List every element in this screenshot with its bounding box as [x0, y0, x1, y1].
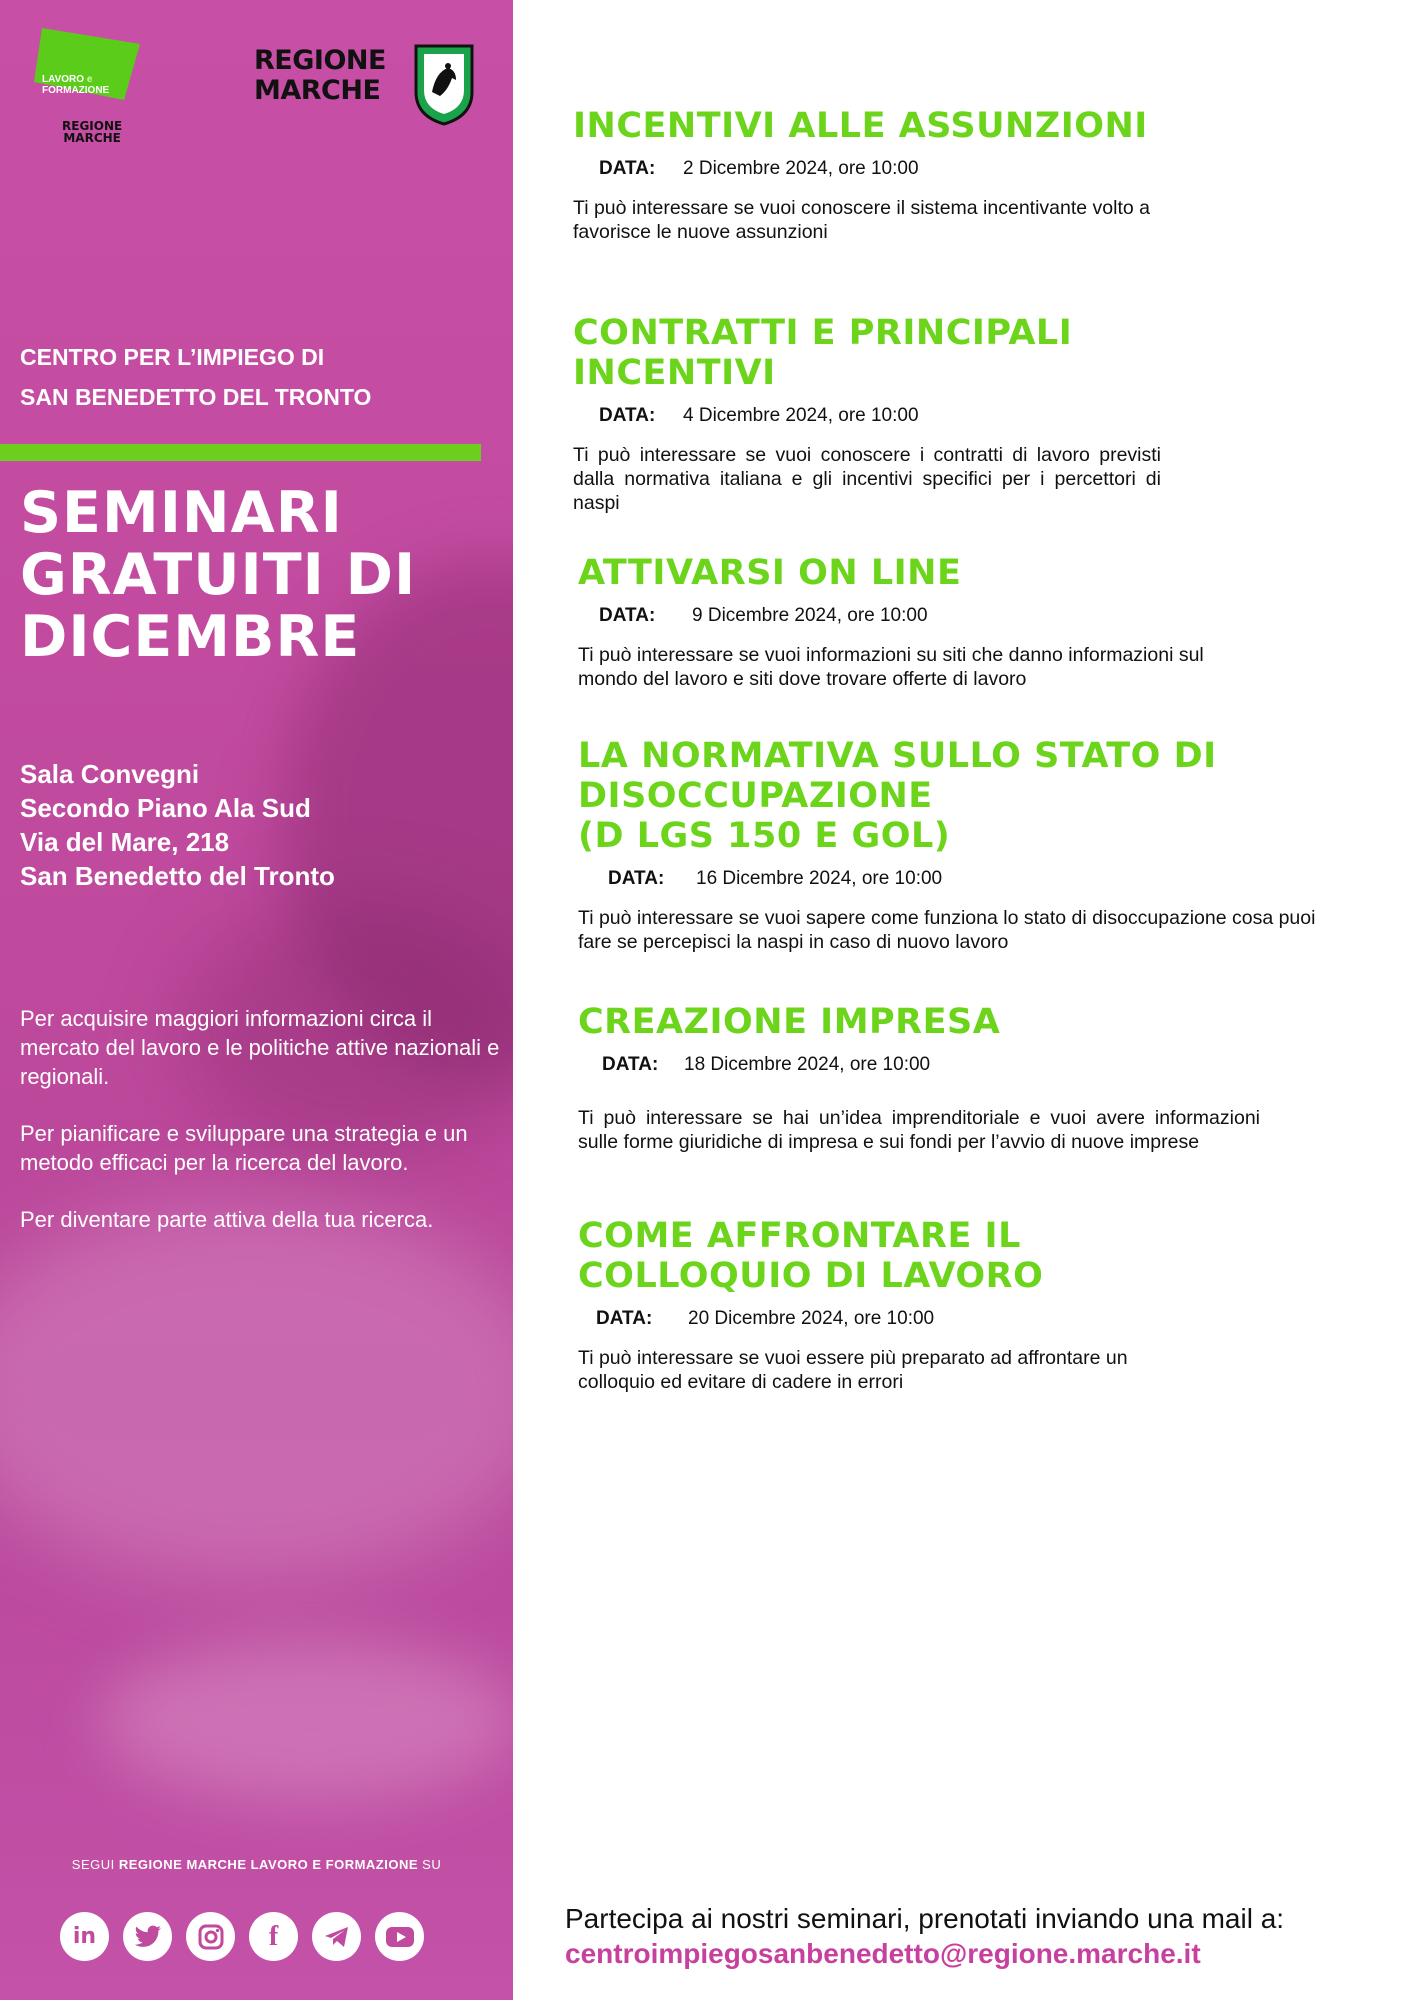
venue-line: Via del Mare, 218 [20, 827, 230, 857]
title-line: GRATUITI DI [20, 542, 417, 608]
date-value: 4 Dicembre 2024, ore 10:00 [683, 405, 919, 426]
date-label: DATA: [599, 405, 656, 426]
seminar-item [573, 313, 1173, 515]
seminar-description: Ti può interessare se vuoi essere più preparato ad affrontare un colloquio ed evitare di cadere in errori [578, 1347, 1128, 1393]
seminar-description: Ti può interessare se vuoi conoscere i contratti di lavoro previsti dalla normativa italiana e gli incentivi specifici per i percettori di naspi [573, 444, 1161, 514]
seminar-description: Ti può interessare se vuoi conoscere il sistema incentivante volto a favorisce le nuove assunzioni [573, 197, 1150, 243]
venue-address [20, 757, 335, 893]
social-links [60, 1912, 424, 1961]
regione-marche-logo [252, 40, 482, 130]
seminar-title: CREAZIONE IMPRESA [578, 1002, 1001, 1042]
logo-lf-sub1: REGIONE [62, 119, 123, 133]
twitter-bird-shape [134, 1925, 162, 1949]
facebook-icon[interactable]: f [249, 1912, 298, 1961]
date-value: 20 Dicembre 2024, ore 10:00 [688, 1308, 935, 1329]
youtube-icon[interactable] [375, 1912, 424, 1961]
twitter-icon[interactable] [123, 1912, 172, 1961]
seminar-description: Ti può interessare se vuoi sapere come funziona lo stato di disoccupazione cosa puoi fare se percepisci la naspi in caso di nuovo lavoro [578, 907, 1316, 953]
venue-line: San Benedetto del Tronto [20, 861, 335, 891]
date-value: 18 Dicembre 2024, ore 10:00 [684, 1054, 931, 1075]
date-label: DATA: [608, 868, 665, 889]
seminar-item [573, 106, 1173, 244]
telegram-plane-shape [323, 1925, 351, 1949]
logo-lf-sub2: MARCHE [63, 131, 121, 145]
seminar-date [573, 158, 1173, 180]
title-line: DICEMBRE [20, 604, 361, 670]
benefit-paragraph: Per pianificare e sviluppare una strategia e un metodo efficaci per la ricerca del lavoro. [20, 1121, 468, 1175]
main-title [20, 482, 416, 668]
youtube-play-shape [385, 1926, 415, 1948]
seminar-title: COME AFFRONTARE IL COLLOQUIO DI LAVORO [578, 1216, 1044, 1296]
seminar-item [578, 1002, 1268, 1154]
seminar-date [578, 868, 1328, 890]
follow-prefix: SEGUI [71, 1857, 119, 1872]
centro-line1: CENTRO PER L’IMPIEGO DI [20, 344, 325, 370]
seminar-title: INCENTIVI ALLE ASSUNZIONI [573, 106, 1148, 146]
seminar-title: CONTRATTI E PRINCIPALI INCENTIVI [573, 313, 1073, 393]
benefit-paragraph: Per acquisire maggiori informazioni circa il mercato del lavoro e le politiche attive nazionali e regionali. [20, 1006, 500, 1089]
background-shade [100, 1640, 513, 1800]
date-value: 2 Dicembre 2024, ore 10:00 [683, 158, 919, 179]
green-divider [0, 444, 481, 461]
seminar-title: ATTIVARSI ON LINE [578, 553, 962, 593]
seminar-description: Ti può interessare se hai un’idea imprenditoriale e vuoi avere informazioni sulle forme giuridiche di impresa e sui fondi per l’avvio di nuove imprese [578, 1107, 1260, 1153]
seminar-item [578, 1216, 1268, 1394]
logo-rm-line2: MARCHE [254, 75, 381, 106]
seminar-description: Ti può interessare se vuoi informazioni su siti che danno informazioni sul mondo del lavoro e siti dove trovare offerte di lavoro [578, 644, 1204, 690]
instagram-icon[interactable] [186, 1912, 235, 1961]
date-label: DATA: [602, 1054, 659, 1075]
footer-email-link[interactable]: centroimpiegosanbenedetto@regione.marche.it [565, 1938, 1201, 1969]
lavoro-formazione-logo [28, 22, 148, 152]
seminar-item [578, 553, 1268, 691]
logo-rm-line1: REGIONE [254, 45, 386, 76]
centro-impiego-heading [20, 337, 371, 417]
seminar-date [578, 605, 1268, 627]
instagram-shape [197, 1923, 225, 1951]
date-value: 9 Dicembre 2024, ore 10:00 [692, 605, 928, 626]
date-value: 16 Dicembre 2024, ore 10:00 [696, 868, 943, 889]
date-label: DATA: [599, 605, 656, 626]
follow-suffix: SU [418, 1857, 442, 1872]
seminar-date [578, 1308, 1268, 1330]
regione-marche-crest-icon [412, 42, 476, 126]
seminar-date [573, 405, 1173, 427]
title-line: SEMINARI [20, 480, 343, 546]
seminar-item [578, 736, 1328, 954]
follow-brand: REGIONE MARCHE LAVORO E FORMAZIONE [118, 1857, 419, 1872]
linkedin-icon[interactable]: in [60, 1912, 109, 1961]
date-label: DATA: [599, 158, 656, 179]
date-label: DATA: [596, 1308, 653, 1329]
follow-us-text [0, 1857, 513, 1872]
logo-lf-line2: FORMAZIONE [42, 85, 110, 96]
venue-line: Secondo Piano Ala Sud [20, 793, 311, 823]
seminar-title: LA NORMATIVA SULLO STATO DI DISOCCUPAZIONE (D LGS 150 E GOL) [578, 736, 1217, 856]
seminar-date [578, 1054, 1268, 1076]
venue-line: Sala Convegni [20, 759, 200, 789]
telegram-icon[interactable] [312, 1912, 361, 1961]
benefits-text [20, 1004, 500, 1262]
logo-lf-line1: LAVORO [42, 74, 85, 85]
centro-line2: SAN BENEDETTO DEL TRONTO [20, 384, 372, 410]
footer-call-to-action: Partecipa ai nostri seminari, prenotati inviando una mail a: [565, 1903, 1285, 1934]
left-panel [0, 0, 513, 2000]
logo-lf-and: e [86, 74, 93, 85]
benefit-paragraph: Per diventare parte attiva della tua ricerca. [20, 1207, 434, 1232]
